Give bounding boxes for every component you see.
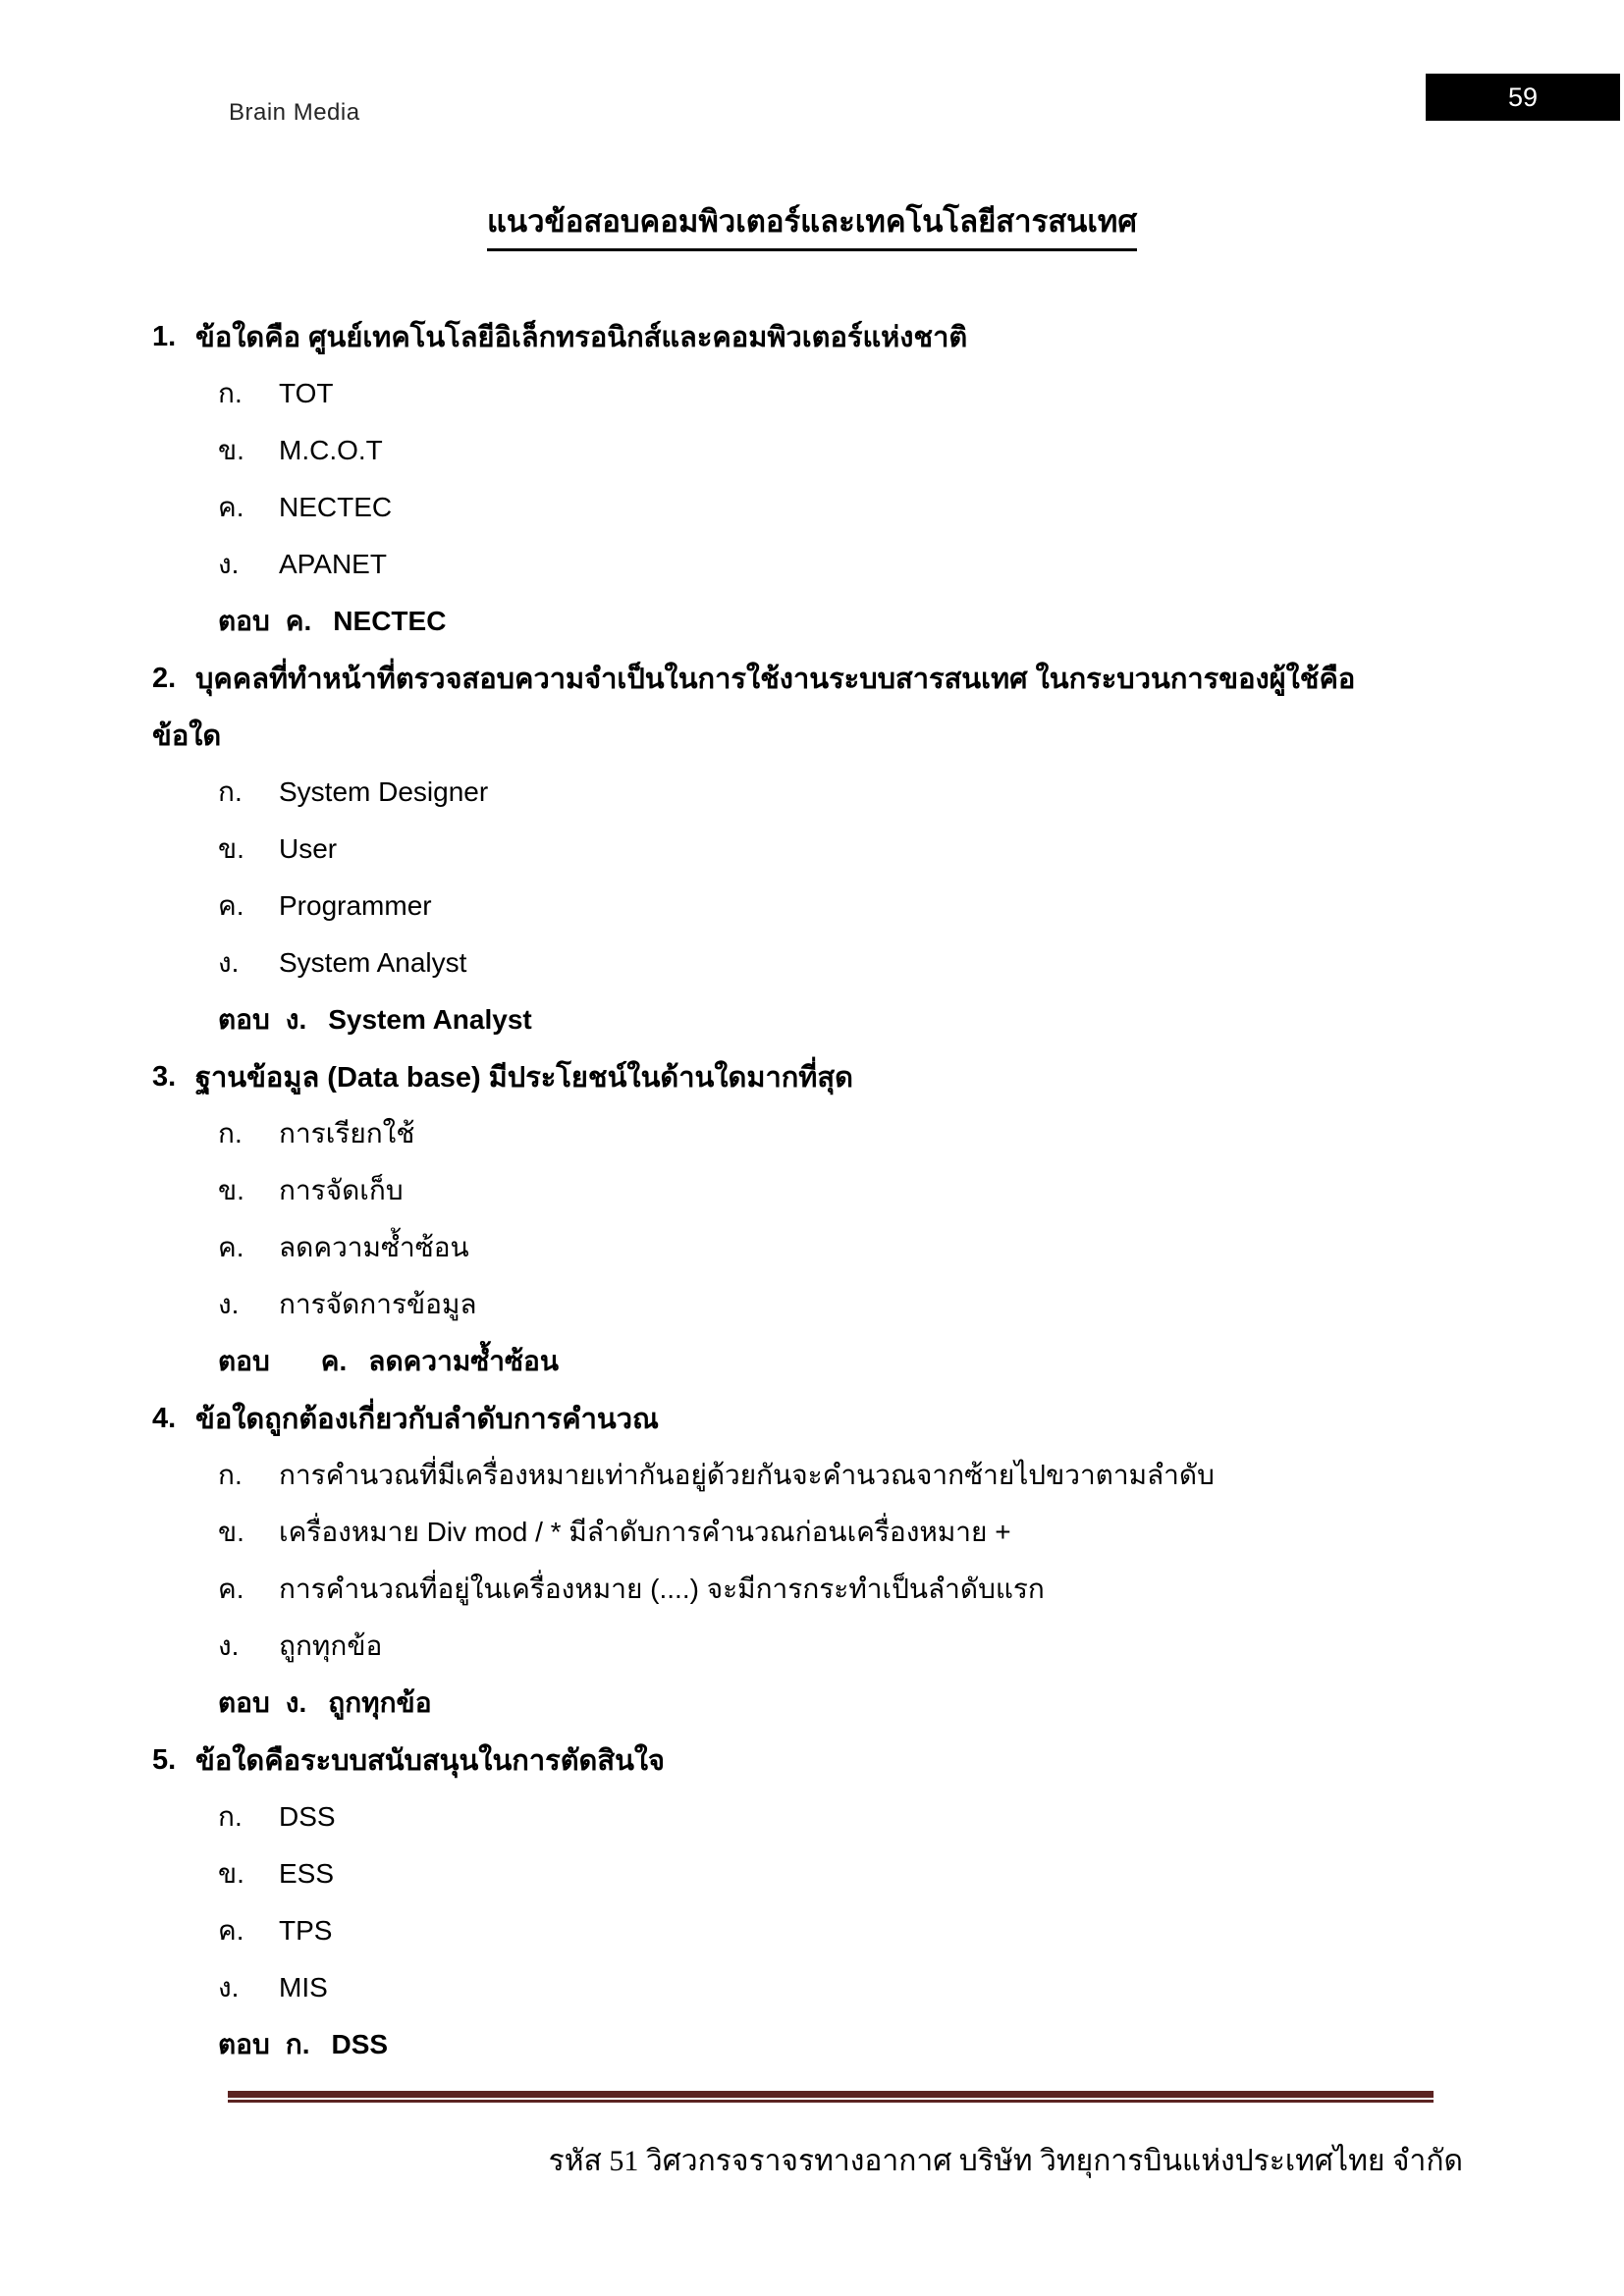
question-text: [152, 1390, 1585, 1447]
answer-letter: ง.: [285, 1004, 307, 1035]
option-letter: ก.: [218, 1801, 243, 1832]
option-row: [152, 1959, 1585, 2016]
option-text: User: [279, 833, 338, 864]
question-number: 5.: [152, 1743, 177, 1776]
question-block: [152, 308, 1585, 650]
option-text: ESS: [279, 1858, 335, 1889]
question-text: [152, 308, 1585, 365]
question-text: [152, 1732, 1585, 1789]
option-text: NECTEC: [279, 492, 393, 522]
option-letter: ค.: [218, 1232, 244, 1262]
option-text: การจัดการข้อมูล: [279, 1289, 477, 1319]
option-row: [152, 1219, 1585, 1276]
option-row: [152, 479, 1585, 536]
question-number: 3.: [152, 1060, 177, 1093]
option-row: [152, 1504, 1585, 1561]
option-row: [152, 821, 1585, 878]
option-text: APANET: [279, 549, 387, 579]
footer-divider-thick-line: [228, 2091, 1434, 2098]
question-line: ข้อใดคือ ศูนย์เทคโนโลยีอิเล็กทรอนิกส์และคอมพิวเตอร์แห่งชาติ: [195, 322, 968, 353]
option-letter: ข.: [218, 1858, 244, 1889]
question-block: [152, 1732, 1585, 2073]
option-text: เครื่องหมาย Div mod / * มีลำดับการคำนวณก่อนเครื่องหมาย +: [279, 1517, 1011, 1547]
option-text: การคำนวณที่มีเครื่องหมายเท่ากันอยู่ด้วยกันจะคำนวณจากซ้ายไปขวาตามลำดับ: [279, 1460, 1215, 1490]
answer-row: [152, 1333, 1585, 1390]
option-row: [152, 536, 1585, 593]
page-number-badge: 59: [1426, 74, 1620, 121]
option-row: [152, 422, 1585, 479]
document-title: แนวข้อสอบคอมพิวเตอร์และเทคโนโลยีสารสนเทศ: [487, 196, 1137, 251]
questions-area: [152, 308, 1585, 2073]
option-letter: ค.: [218, 890, 244, 921]
option-text: ลดความซ้ำซ้อน: [279, 1232, 469, 1262]
option-row: [152, 764, 1585, 821]
question-line: ข้อใดคือระบบสนับสนุนในการตัดสินใจ: [195, 1745, 666, 1777]
option-row: [152, 1162, 1585, 1219]
question-text: [152, 1048, 1585, 1105]
question-line: ข้อใดถูกต้องเกี่ยวกับลำดับการคำนวณ: [195, 1404, 659, 1435]
option-text: M.C.O.T: [279, 435, 383, 465]
answer-text: NECTEC: [333, 606, 447, 636]
answer-row: [152, 593, 1585, 650]
title-row: [0, 196, 1624, 251]
question-line: บุคคลที่ทำหน้าที่ตรวจสอบความจำเป็นในการใช้งานระบบสารสนเทศ ในกระบวนการของผู้ใช้คือ: [195, 664, 1356, 695]
answer-letter: ง.: [285, 1687, 307, 1718]
option-row: [152, 1845, 1585, 1902]
option-letter: ก.: [218, 378, 243, 408]
option-letter: ง.: [218, 947, 240, 978]
footer-divider: [228, 2091, 1434, 2103]
option-text: System Analyst: [279, 947, 467, 978]
answer-prefix: ตอบ: [218, 2029, 270, 2059]
answer-text: ลดความซ้ำซ้อน: [368, 1346, 559, 1376]
option-text: DSS: [279, 1801, 336, 1832]
question-text: [152, 650, 1585, 707]
answer-letter: ค.: [320, 1346, 348, 1376]
question-line: ข้อใด: [152, 721, 222, 752]
option-text: การเรียกใช้: [279, 1118, 415, 1148]
brand-label: Brain Media: [229, 99, 360, 126]
option-letter: ก.: [218, 1460, 243, 1490]
question-block: [152, 1048, 1585, 1390]
option-letter: ค.: [218, 1574, 244, 1604]
option-letter: ค.: [218, 492, 244, 522]
question-text-line2: [152, 707, 1585, 764]
answer-text: DSS: [331, 2029, 389, 2059]
answer-text: System Analyst: [328, 1004, 532, 1035]
option-text: System Designer: [279, 776, 489, 807]
answer-row: [152, 1675, 1585, 1732]
option-row: [152, 1789, 1585, 1845]
answer-row: [152, 2016, 1585, 2073]
option-text: TOT: [279, 378, 334, 408]
option-letter: ข.: [218, 1517, 244, 1547]
option-letter: ง.: [218, 549, 240, 579]
footer-divider-thin-line: [228, 2100, 1434, 2103]
option-text: ถูกทุกข้อ: [279, 1630, 383, 1661]
option-text: การคำนวณที่อยู่ในเครื่องหมาย (....) จะมีการกระทำเป็นลำดับแรก: [279, 1574, 1045, 1604]
footer-text: รหัส 51 วิศวกรจราจรทางอากาศ บริษัท วิทยุการบินแห่งประเทศไทย จำกัด: [548, 2145, 1463, 2177]
option-text: MIS: [279, 1972, 328, 2002]
option-row: [152, 1105, 1585, 1162]
question-number: 1.: [152, 320, 177, 352]
answer-row: [152, 991, 1585, 1048]
option-row: [152, 1618, 1585, 1675]
question-number: 4.: [152, 1402, 177, 1434]
option-row: [152, 878, 1585, 934]
option-row: [152, 365, 1585, 422]
question-block: [152, 650, 1585, 1048]
option-row: [152, 1902, 1585, 1959]
answer-text: ถูกทุกข้อ: [328, 1687, 432, 1718]
question-number: 2.: [152, 662, 177, 694]
option-letter: ข.: [218, 833, 244, 864]
option-row: [152, 1561, 1585, 1618]
option-letter: ข.: [218, 1175, 244, 1205]
answer-prefix: ตอบ: [218, 1346, 270, 1376]
option-letter: ก.: [218, 1118, 243, 1148]
answer-letter: ค.: [285, 606, 312, 636]
option-letter: ง.: [218, 1630, 240, 1661]
option-text: Programmer: [279, 890, 432, 921]
option-text: การจัดเก็บ: [279, 1175, 404, 1205]
answer-prefix: ตอบ: [218, 1004, 270, 1035]
question-block: [152, 1390, 1585, 1732]
option-letter: ง.: [218, 1289, 240, 1319]
option-letter: ข.: [218, 435, 244, 465]
answer-prefix: ตอบ: [218, 606, 270, 636]
option-row: [152, 934, 1585, 991]
option-letter: ค.: [218, 1915, 244, 1946]
option-text: TPS: [279, 1915, 333, 1946]
option-row: [152, 1276, 1585, 1333]
question-line: ฐานข้อมูล (Data base) มีประโยชน์ในด้านใดมากที่สุด: [195, 1062, 853, 1094]
option-letter: ก.: [218, 776, 243, 807]
answer-prefix: ตอบ: [218, 1687, 270, 1718]
option-row: [152, 1447, 1585, 1504]
option-letter: ง.: [218, 1972, 240, 2002]
answer-letter: ก.: [285, 2029, 310, 2059]
